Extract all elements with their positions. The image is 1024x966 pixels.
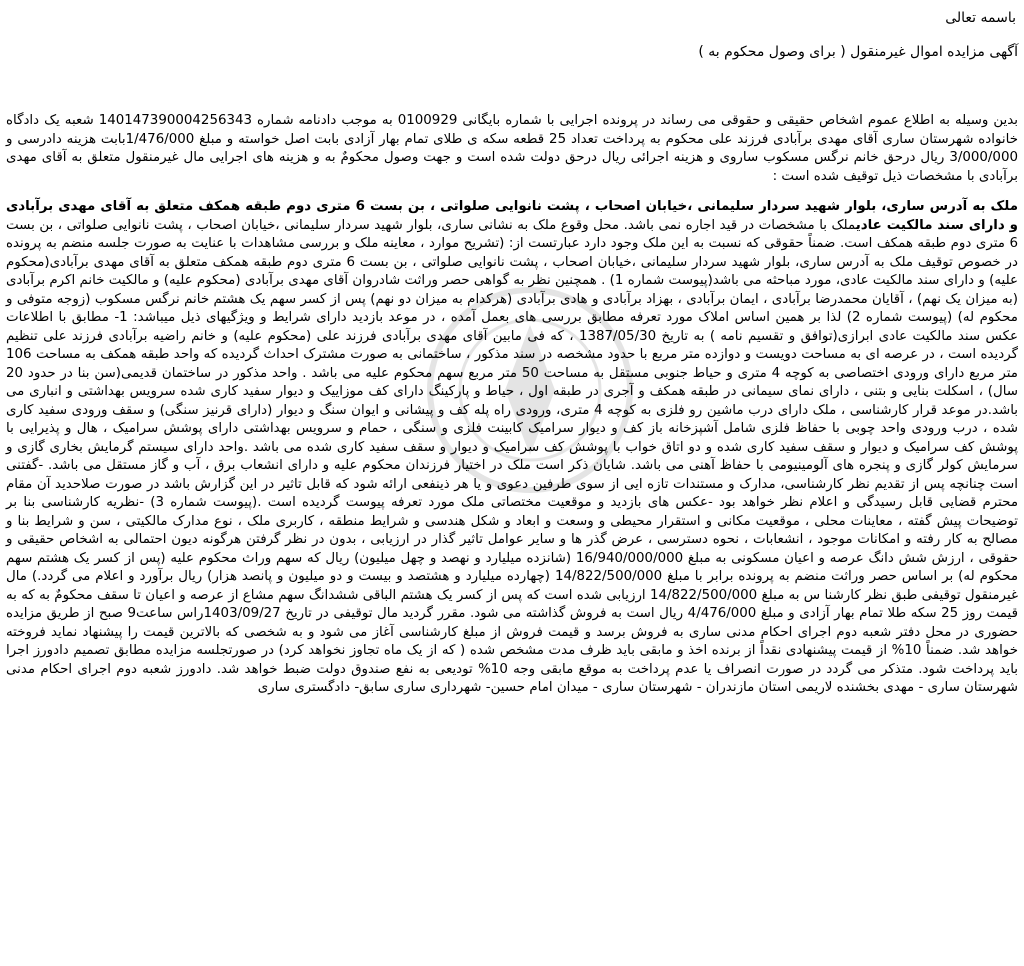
basmala-heading: باسمه تعالی xyxy=(945,10,1016,26)
property-paragraph xyxy=(6,198,1018,698)
notice-title: آگهی مزایده اموال غیرمنقول ( برای وصول محکوم به ) xyxy=(698,44,1018,60)
property-address-bold: ملک به آدرس ساری، بلوار شهید سردار سلیمانی ،خیابان اصحاب ، پشت نانوایی صلواتی ، بن بست 6 متری دوم طبقه همکف متعلق به آقای مهدی برآبادی و دارای سند مالکیت عادی xyxy=(6,199,1018,233)
intro-paragraph: بدین وسیله به اطلاع عموم اشخاص حقیقی و حقوقی می رساند در پرونده اجرایی با شماره بایگانی 0100929 به موجب دادنامه شماره 140147390004256343 شعبه یک دادگاه خانواده شهرستان ساری آقای مهدی برآبادی فرزند علی محکوم به پرداخت تعداد 25 قطعه سکه ی طلای تمام بهار آزادی بابت اصل خواسته و مبلغ 1/476/000بابت هزینه دادرسی و 3/000/000 ریال درحق خانم نرگس مسکوب ساروی و هزینه اجرائی ریال درحق دولت شده است و جهت وصول محکومٌ به و هزینه های اجرایی مال غیرمنقول متعلق به آقای مهدی برآبادی با مشخصات ذیل توقیف شده است : xyxy=(6,113,1019,184)
property-description: ملک با مشخصات در قید اجاره نمی باشد. محل وقوع ملک به نشانی ساری، بلوار شهید سردار سلیمانی ،خیابان اصحاب ، پشت نانوایی صلواتی ، بن بست 6 متری دوم طبقه همکف است. ضمناً حقوقی که نسبت به این ملک وجود دارد عبارتست از: (تشریح موارد ، معاینه ملک و بررسی مشاهدات با عنایت به صورت جلسه منضم به پرونده در خصوص توقیف ملک به آدرس ساری، بلوار شهید سردار سلیمانی ،خیابان اصحاب ، پشت نانوایی صلواتی ، بن بست 6 متری دوم طبقه همکف متعلق به آقای مهدی برآبادی(محکوم علیه) و دارای سند مالکیت عادی، مورد مباحثه می باشد(پیوست شماره 1) . همچنین نظر به گواهی حصر وراثت شادروان آقای مهدی برآبادی (محکوم علیه) و مالکیت خانم اکرم برآبادی (به میزان یک نهم) ، آقایان محمدرضا برآبادی ، ایمان برآبادی ، بهزاد برآبادی و هادی برآبادی (هرکدام به میزان دو نهم) پس از کسر سهم یک هشتم خانم نرگس مسکوب (زوجه متوفی و محکوم له) (پیوست شماره 2) لذا بر همین اساس املاک مورد تعرفه مطابق بررسی های بعمل آمده ، در موعد بازدید دارای شرایط و ویژگیهای ذیل میباشد: 1- مطابق با اطلاعات عکس سند مالکیت عادی ابرازی(توافق و تقسیم نامه ) به تاریخ 1387/05/30 ، که فی مابین آقای مهدی برآبادی فرزند علی (محکوم علیه) و خانم راضیه برآبادی فرزند علی تنظیم گردیده است ، در عرصه ای به مساحت دویست و دوازده متر مربع با حدود مشخصه در سند مذکور ، ساختمانی به صورت مشترک احداث گردیده که واحد طبقه همکف به مساحت 106 متر مربع دارای ورودی اختصاصی به کوچه 4 متری و حیاط جنوبی مستقل به مساحت 50 متر مربع سهم محکوم علیه می باشد . واحد مذکور در ساختمان قدیمی(سن بنا در حدود 20 سال) ، اسکلت بنایی و بتنی ، دارای نمای سیمانی در طبقه همکف و آجری در طبقه اول ، حیاط و پارکینگ دارای کف موزاییک و دیوار سفید کاری شده سرویس بهداشتی و انباری می باشد.در موعد قرار کارشناسی ، ملک دارای درب ماشین رو فلزی به کوچه 4 متری، ورودی راه پله کف و پیشانی و ایوان سنگ و دیوار (دارای قرنیز سنگی) و سقف ورودی سفید کاری شده ، درب ورودی واحد چوبی با حفاظ فلزی شامل آشپزخانه باز کف و دیوار سرامیک کابینت فلزی و سنگی ، حمام و سرویس بهداشتی دارای پوشش سرامیک ، هال و پذیرایی با پوشش کف سرامیک و دیوار و سقف سفید کاری شده و دو اتاق خواب با پوشش کف سرامیک و دیوار و سقف سفید کاری شده می باشد .واحد دارای سیستم گرمایش بخاری گازی و سرمایش کولر گازی و پنجره های آلومینیومی با حفاظ آهنی می باشد. شایان ذکر است ملک در اختیار فرزندان محکوم علیه و دارای انشعاب برق ، آب و گاز مستقل می باشد. -گفتنی است چنانچه پس از تقدیم نظر کارشناسی، مدارک و مستندات تازه ایی از سوی طرفین دعوی و یا هر ذینفعی ارائه شود که قابل تاثیر در این گزارش باشد در صورت صلاحدید آن مقام محترم قضایی قابل رسیدگی و اعلام نظر خواهد بود -عکس های بازدید و موقعیت مختصاتی ملک مورد تعرفه پیوست گردیده است .(پیوست شماره 3) -نظریه کارشناسی بنا بر توضیحات پیش گفته ، معاینات محلی ، موقعیت مکانی و استقرار محیطی و وسعت و ابعاد و شکل هندسی و شرایط منطقه ، کاربری ملک ، نوع مدارک مالکیتی ، سن و شرایط بنا و مصالح به کار رفته و امکانات موجود ، انشعابات ، نحوه دسترسی ، عرض گذر ها و سایر عوامل تاثیر گذار در ارزیابی ، بدون در نظر گرفتن هرگونه دیون احتمالی به اشخاص حقیقی و حقوقی ، ارزش شش دانگ عرصه و اعیان مسکونی به مبلغ 16/940/000/000 (شانزده میلیارد و نهصد و چهل میلیون) ریال که سهم وراث محکوم علیه (پس از کسر یک هشتم سهم محکوم له) بر اساس حصر وراثت منضم به پرونده برابر با مبلغ 14/822/500/000 (چهارده میلیارد و هشتصد و بیست و دو میلیون و پانصد هزار) ریال برآورد و اعلام می گردد.) مال غیرمنقول توقیفی طبق نظر کارشنا س به مبلغ 14/822/500/000 ارزیابی شده است که پس از کسر یک هشتم الباقی ششدانگ سهم مشاع از عرصه و اعیان تا سقف محکومٌ به که به قیمت روز 25 سکه طلا تمام بهار آزادی و مبلغ 4/476/000 ریال است به فروش گذاشته می شود. مقرر گردید مال توقیفی در تاریخ 1403/09/27راس ساعت9 صبح از طریق مزایده حضوری در محل دفتر شعبه دوم اجرای احکام مدنی ساری به فروش برسد و قیمت فروش از مبلغ کارشناسی آغاز می شود و به شخصی که بالاترین قیمت را پیشنهاد نماید فروخته خواهد شد. ضمناً 10% از قیمت پیشنهادی نقداً از برنده اخذ و مابقی باید ظرف مدت مشخص شده ( که از یک ماه تجاوز نخواهد کرد) در صورتجلسه مزایده مطابق تصمیم دادورز اجرا باید پرداخت شود. متذکر می گردد در صورت انصراف یا عدم پرداخت به موقع مابقی وجه 10% تودیعی به نفع صندوق دولت ضبط خواهد شد. دادورز شعبه دوم اجرای احکام مدنی شهرستان ساری - مهدی بخشنده لاریمی استان مازندران - شهرستان ساری - میدان امام حسین- شهرداری ساری سابق- دادگستری ساری xyxy=(6,217,1019,695)
